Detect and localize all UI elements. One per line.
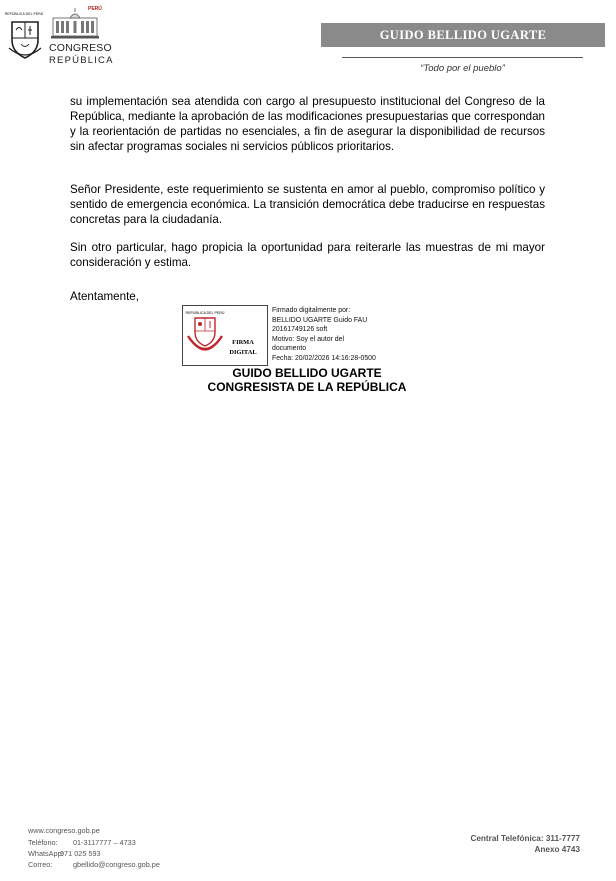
stamp-text-firma: FIRMA <box>232 339 254 346</box>
signature-seal-caption: REPÚBLICA DEL PERÚ <box>185 311 225 315</box>
stamp-text-digital: DIGITAL <box>229 349 257 356</box>
footer-whatsapp-label: WhatsApp: <box>28 849 64 858</box>
signature-details <box>272 306 422 364</box>
footer-phone-label: Teléfono: <box>28 838 58 847</box>
signer-title: CONGRESISTA DE LA REPÚBLICA <box>207 380 407 394</box>
footer-extension: Anexo 4743 <box>534 845 580 854</box>
closing-salutation: Atentamente, <box>70 290 139 303</box>
signature-line: documento <box>272 345 307 353</box>
signature-line: Fecha: 20/02/2026 14:16:28-0500 <box>272 354 376 362</box>
footer-email-value: gbellido@congreso.gob.pe <box>73 860 160 869</box>
signature-line: BELLIDO UGARTE Guido FAU <box>272 316 368 324</box>
peru-tag: PERÚ <box>88 6 102 12</box>
signature-line: Firmado digitalmente por: <box>272 307 351 314</box>
national-shield-icon <box>8 18 42 60</box>
signature-line: Motivo: Soy el autor del <box>272 335 345 343</box>
signer-name: GUIDO BELLIDO UGARTE <box>232 366 382 380</box>
congress-building-logo <box>50 8 100 40</box>
republica-wordmark: REPÚBLICA <box>49 55 114 66</box>
footer-whatsapp-value: 971 025 593 <box>60 849 101 858</box>
seal-caption: REPÚBLICA DEL PERÚ <box>4 12 44 16</box>
digital-signature-seal <box>182 305 268 366</box>
body-paragraph: Sin otro particular, hago propicia la oportunidad para reiterarle las muestras de mi mayor consideración y estima. <box>70 241 545 269</box>
footer-website: www.congreso.gob.pe <box>28 826 100 835</box>
congreso-wordmark: CONGRESO <box>49 42 112 54</box>
header-name-bar <box>321 23 605 47</box>
footer-central-phone: Central Telefónica: 311-7777 <box>470 834 580 843</box>
footer-phone-value: 01-3117777 – 4733 <box>73 838 136 847</box>
header-divider <box>342 57 583 58</box>
body-paragraph: su implementación sea atendida con cargo al presupuesto institucional del Congreso de la República, mediante la aprobación de las modificaciones presupuestarias que correspondan y la reorientación de partidas no esenciales, a fin de asegurar la disponibilidad de recursos sin afectar programas sociales ni servicios públicos prioritarios. <box>70 95 545 153</box>
signature-line: 20161749126 soft <box>272 326 328 334</box>
footer-email-label: Correo: <box>28 860 53 869</box>
header-name: GUIDO BELLIDO UGARTE <box>379 27 547 42</box>
motto: “Todo por el pueblo” <box>420 63 505 74</box>
body-paragraph: Señor Presidente, este requerimiento se sustenta en amor al pueblo, compromiso político y sentido de emergencia económica. La transición democrática debe traducirse en respuestas concretas para la ciudadanía. <box>70 183 545 226</box>
